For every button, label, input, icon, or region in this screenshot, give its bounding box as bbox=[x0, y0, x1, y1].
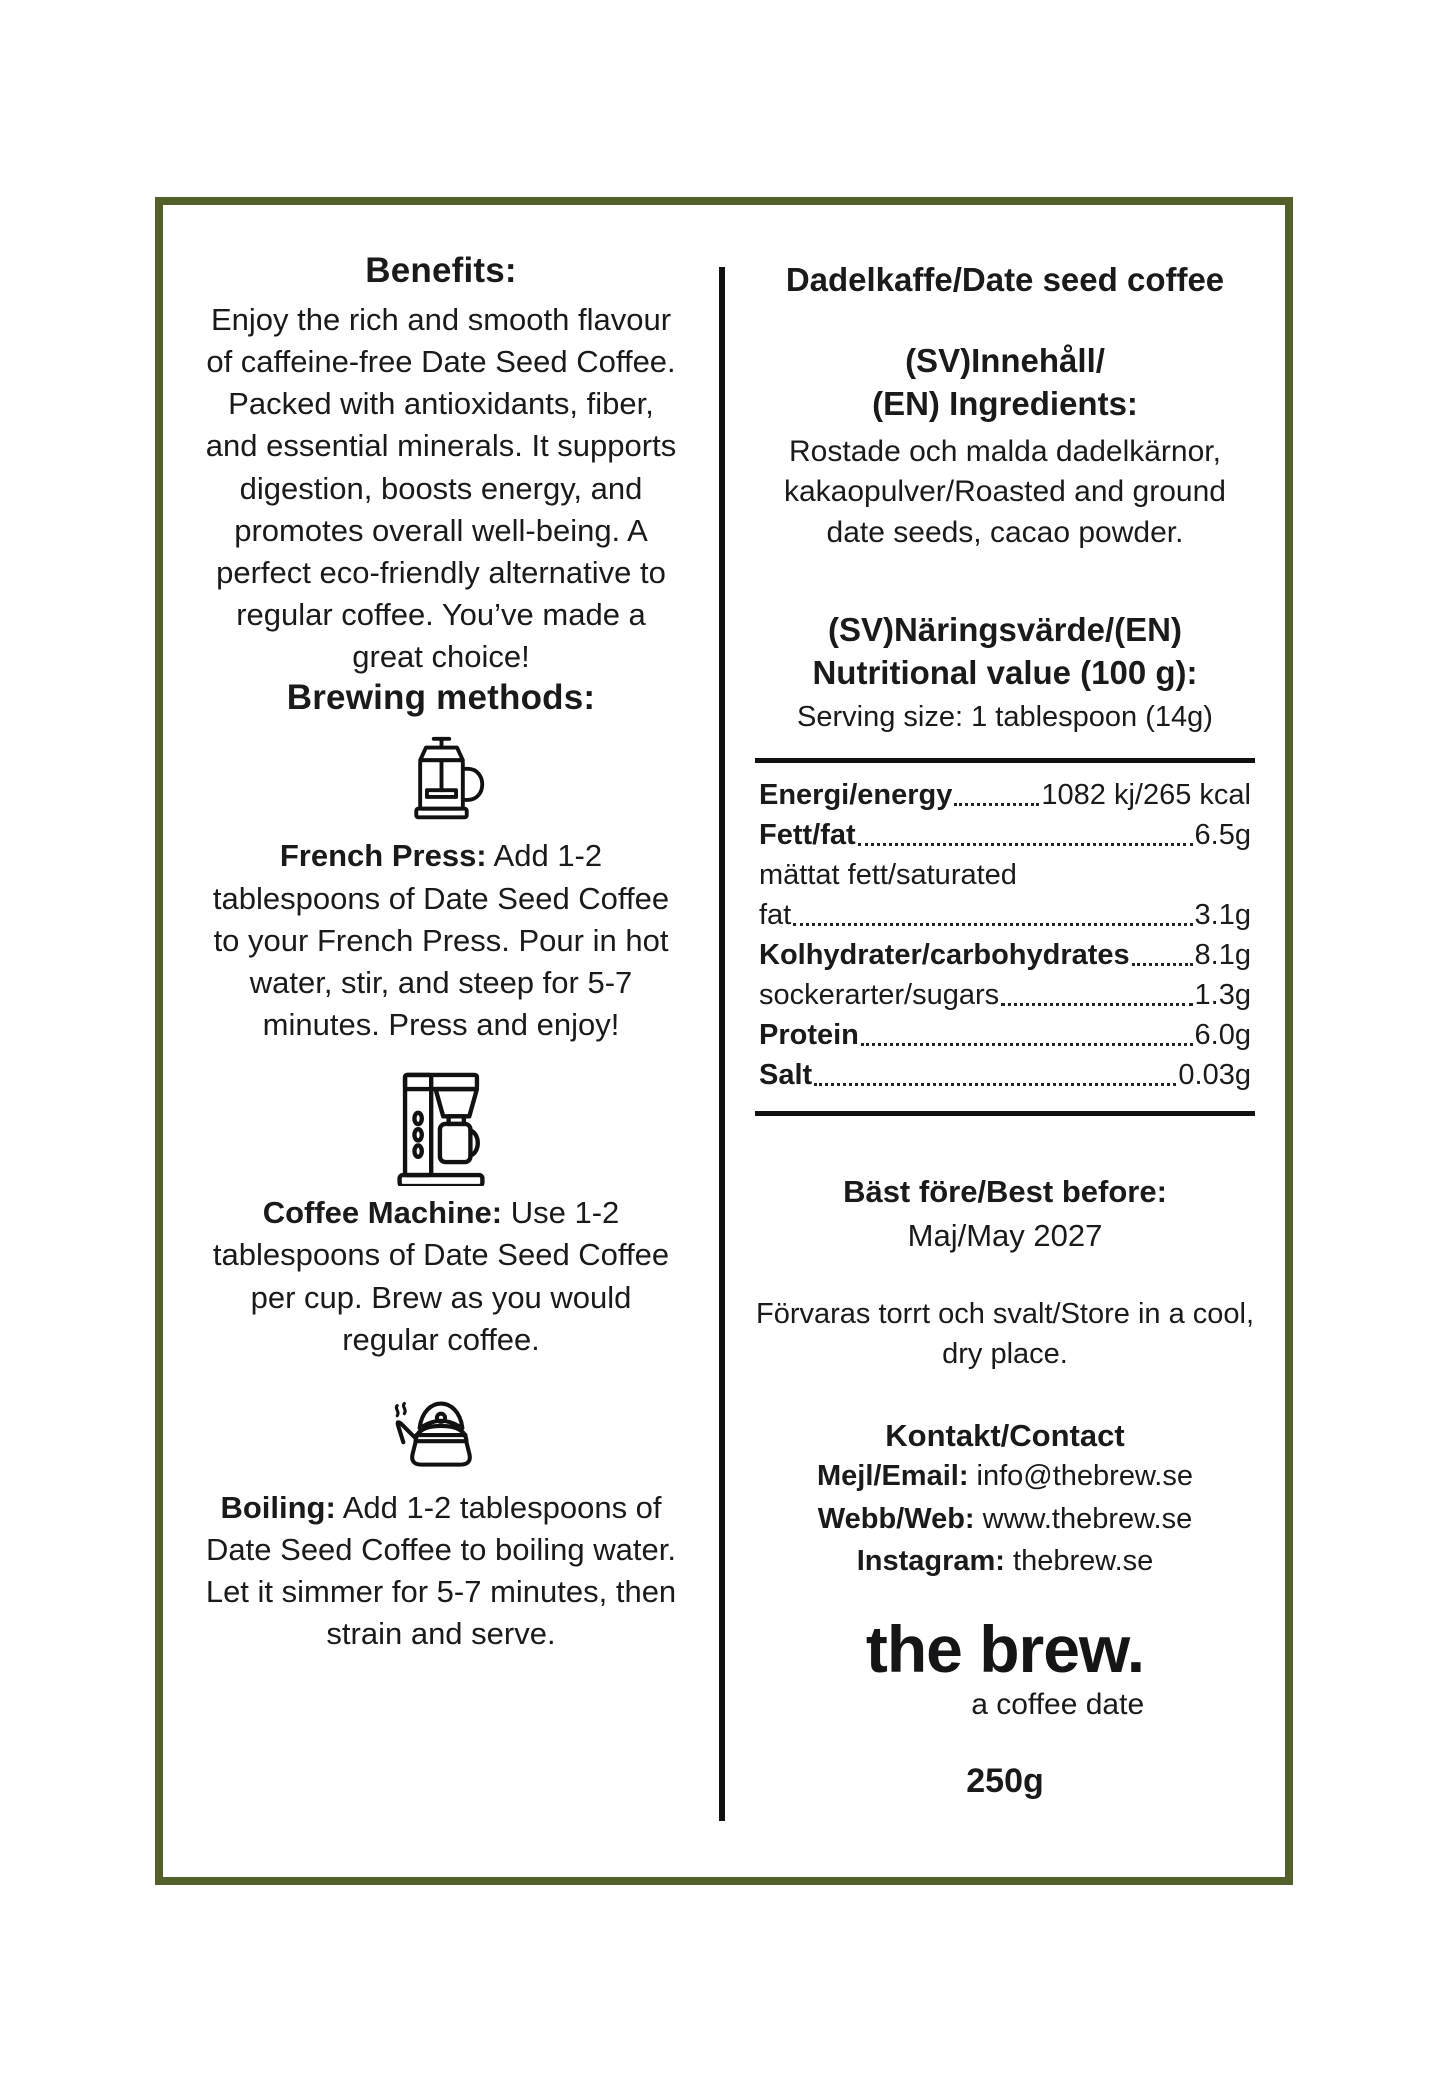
serving-size: Serving size: 1 tablespoon (14g) bbox=[797, 700, 1213, 733]
nutrition-rule-bottom bbox=[755, 1111, 1255, 1116]
contact-web bbox=[751, 1499, 1259, 1540]
nutrition-row-salt bbox=[759, 1055, 1251, 1095]
french-press-text: Add 1-2 tablespoons of Date Seed Coffee to your French Press. Pour in hot water, stir, and steep for 5-7 minutes. Press and enjoy! bbox=[212, 838, 670, 1043]
contact-web-value: www.thebrew.se bbox=[974, 1502, 1193, 1535]
label-card bbox=[155, 197, 1293, 1885]
french-press-label: French Press: bbox=[279, 838, 487, 874]
ingredients-text: Rostade och malda dadelkärnor, kakaopulver/Roasted and ground date seeds, cacao powder. bbox=[784, 434, 1226, 549]
benefits-text: Enjoy the rich and smooth flavour of caffeine-free Date Seed Coffee. Packed with antioxidants, fiber, and essential minerals. It supports digestion, boosts energy, and promotes overall well-being. A perfect eco-friendly alternative to regular coffee. You’ve made a great choice! bbox=[205, 302, 677, 675]
leader-dots bbox=[1001, 1003, 1192, 1006]
contact-web-label: Webb/Web: bbox=[817, 1502, 975, 1535]
nutrition-row-protein bbox=[759, 1015, 1251, 1055]
brand-tagline: a coffee date bbox=[971, 1687, 1145, 1721]
brand-block bbox=[865, 1611, 1145, 1722]
nutrition-heading-sv: (SV)Näringsvärde/(EN) bbox=[828, 611, 1182, 649]
nutrition-row-sugars bbox=[759, 975, 1251, 1015]
best-before-date: Maj/May 2027 bbox=[907, 1217, 1103, 1253]
leader-dots bbox=[954, 803, 1039, 806]
product-title: Dadelkaffe/Date seed coffee bbox=[785, 261, 1225, 298]
leader-dots bbox=[793, 923, 1192, 926]
contact-email bbox=[751, 1456, 1259, 1497]
nutrition-rule-top bbox=[755, 758, 1255, 763]
coffee-machine-text: Use 1-2 tablespoons of Date Seed Coffee per cup. Brew as you would regular coffee. bbox=[212, 1195, 670, 1357]
nutrition-value: 0.03g bbox=[1178, 1058, 1251, 1091]
nutrition-table bbox=[751, 775, 1259, 1095]
nutrition-row-saturated-fat-label bbox=[759, 855, 1251, 895]
nutrition-heading bbox=[751, 609, 1259, 695]
french-press-icon bbox=[197, 732, 685, 829]
right-column bbox=[725, 205, 1285, 1877]
nutrition-value: 1.3g bbox=[1194, 978, 1251, 1011]
leader-dots bbox=[1132, 963, 1193, 966]
nutrition-label: sockerarter/sugars bbox=[759, 978, 1000, 1011]
boiling-text: Add 1-2 tablespoons of Date Seed Coffee to boiling water. Let it simmer for 5-7 minutes, then strain and serve. bbox=[205, 1489, 677, 1652]
kettle-icon bbox=[197, 1379, 685, 1481]
nutrition-value: 8.1g bbox=[1194, 938, 1251, 971]
contact-instagram-label: Instagram: bbox=[856, 1545, 1005, 1578]
brewing-methods-heading: Brewing methods: bbox=[286, 678, 596, 718]
contact-instagram bbox=[751, 1541, 1259, 1582]
benefits-heading: Benefits: bbox=[365, 251, 517, 290]
nutrition-row-saturated-fat-value bbox=[759, 895, 1251, 935]
nutrition-label: fat bbox=[759, 898, 792, 931]
left-column bbox=[163, 205, 719, 1877]
nutrition-heading-en: Nutritional value (100 g): bbox=[812, 654, 1198, 692]
nutrition-value: 6.0g bbox=[1194, 1018, 1251, 1051]
ingredients-heading-en: (EN) Ingredients: bbox=[872, 384, 1138, 422]
nutrition-label: Salt bbox=[759, 1058, 813, 1091]
ingredients-heading-sv: (SV)Innehåll/ bbox=[905, 341, 1105, 379]
french-press-instructions bbox=[200, 835, 682, 1046]
nutrition-label: Energi/energy bbox=[759, 778, 953, 811]
leader-dots bbox=[858, 843, 1193, 846]
nutrition-label: mättat fett/saturated bbox=[759, 858, 1017, 891]
nutrition-label: Fett/fat bbox=[759, 818, 856, 851]
coffee-machine-label: Coffee Machine: bbox=[262, 1195, 503, 1231]
coffee-machine-instructions bbox=[200, 1192, 682, 1361]
contact-email-value: info@thebrew.se bbox=[968, 1459, 1193, 1492]
best-before-heading: Bäst före/Best before: bbox=[843, 1173, 1167, 1209]
nutrition-value: 3.1g bbox=[1194, 898, 1251, 931]
boiling-instructions bbox=[200, 1487, 682, 1656]
leader-dots bbox=[861, 1043, 1193, 1046]
boiling-label: Boiling: bbox=[220, 1489, 336, 1525]
nutrition-label: Protein bbox=[759, 1018, 859, 1051]
nutrition-value: 1082 kj/265 kcal bbox=[1041, 778, 1251, 811]
nutrition-row-fat bbox=[759, 815, 1251, 855]
storage-instructions: Förvaras torrt och svalt/Store in a cool, dry place. bbox=[755, 1297, 1255, 1370]
nutrition-row-energy bbox=[759, 775, 1251, 815]
contact-heading: Kontakt/Contact bbox=[885, 1417, 1125, 1453]
leader-dots bbox=[814, 1083, 1176, 1086]
nutrition-value: 6.5g bbox=[1194, 818, 1251, 851]
contact-email-label: Mejl/Email: bbox=[816, 1459, 969, 1492]
coffee-machine-icon bbox=[197, 1064, 685, 1186]
nutrition-label: Kolhydrater/carbohydrates bbox=[759, 938, 1130, 971]
ingredients-heading bbox=[751, 340, 1259, 426]
nutrition-row-carbohydrates bbox=[759, 935, 1251, 975]
brand-logo: the brew. bbox=[865, 1611, 1145, 1686]
contact-instagram-value: thebrew.se bbox=[1004, 1545, 1154, 1578]
net-weight: 250g bbox=[966, 1761, 1044, 1800]
